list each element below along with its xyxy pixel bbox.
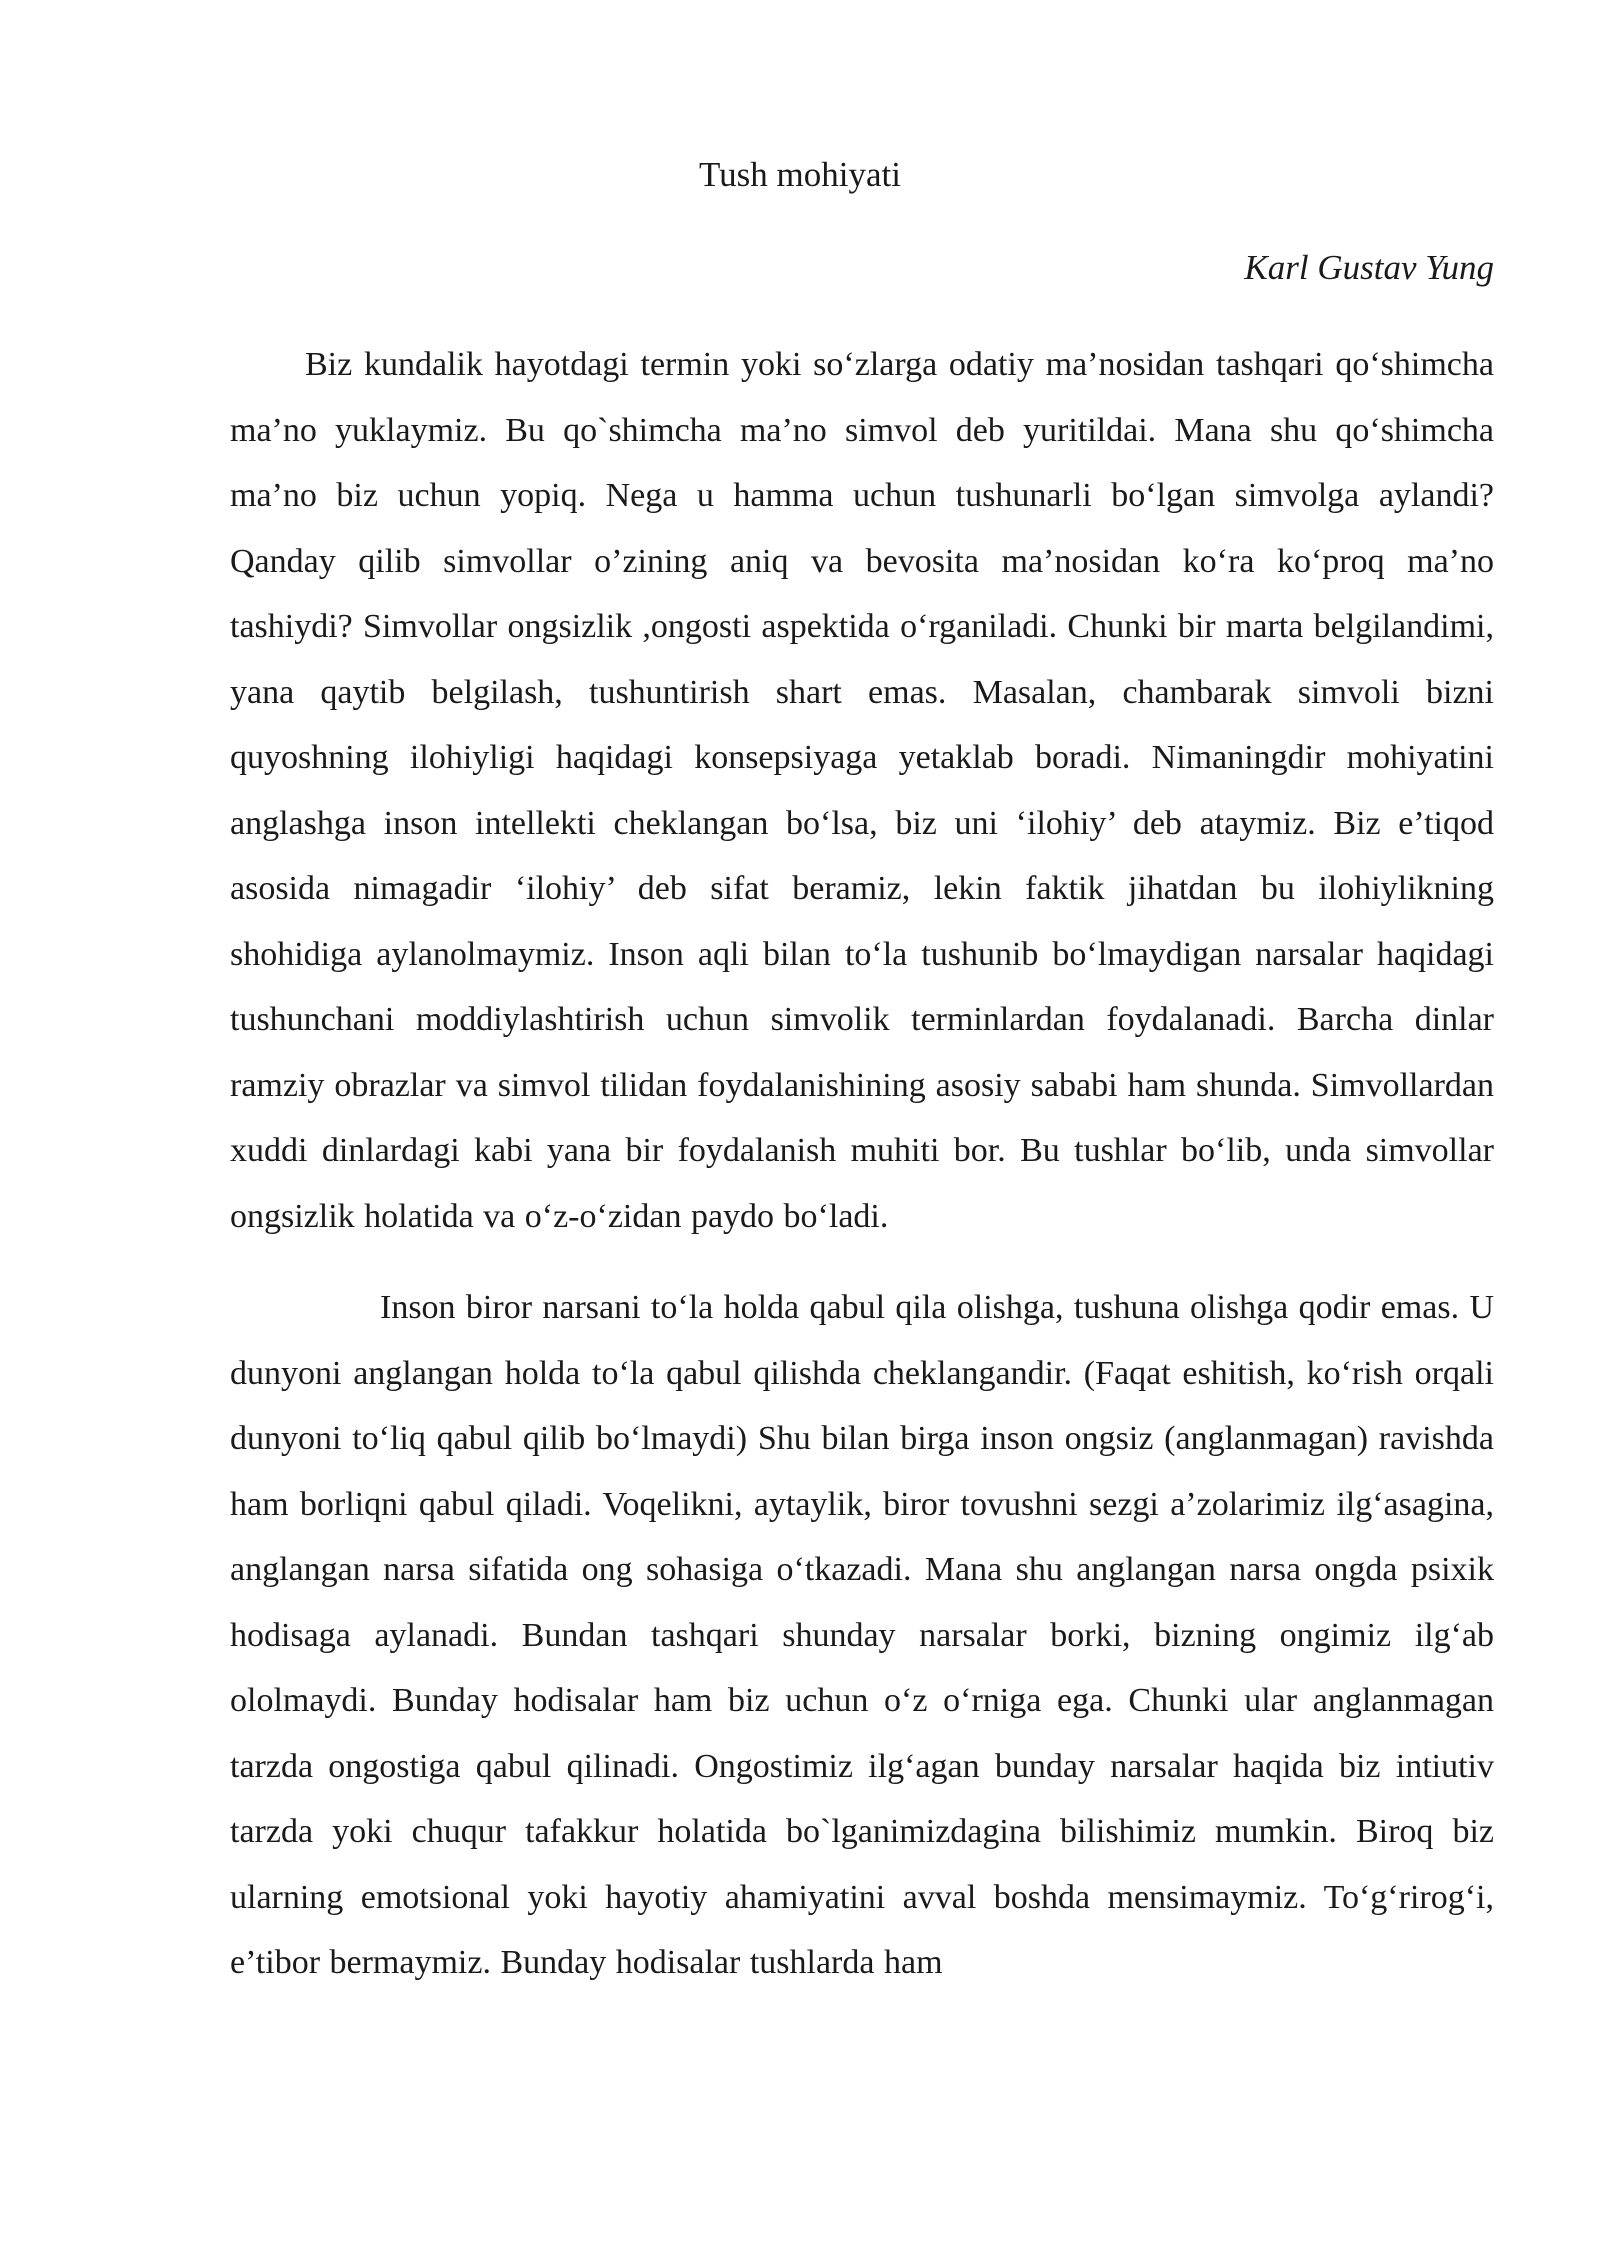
- document-body: [230, 332, 1494, 1996]
- document-author: Karl Gustav Yung: [1244, 248, 1494, 287]
- document-title: Tush mohiyati: [699, 155, 901, 194]
- paragraph-2: Inson biror narsani to‘la holda qabul qila olishga, tushuna olishga qodir emas. U dunyoni anglangan holda to‘la qabul qilishda cheklangandir. (Faqat eshitish, ko‘rish orqali dunyoni to‘liq qabul qilib bo‘lmaydi) Shu bilan birga inson ongsiz (anglanmagan) ravishda ham borliqni qabul qiladi. Voqelikni, aytaylik, biror tovushni sezgi a’zolarimiz ilg‘asagina, anglangan narsa sifatida ong sohasiga o‘tkazadi. Mana shu anglangan narsa ongda psixik hodisaga aylanadi. Bundan tashqari shunday narsalar borki, bizning ongimiz ilg‘ab ololmaydi. Bunday hodisalar ham biz uchun o‘z o‘rniga ega. Chunki ular anglanmagan tarzda ongostiga qabul qilinadi. Ongostimiz ilg‘agan bunday narsalar haqida biz intiutiv tarzda yoki chuqur tafakkur holatida bo`lganimizdagina bilishimiz mumkin. Biroq biz ularning emotsional yoki hayotiy ahamiyatini avval boshda mensimaymiz. To‘g‘rirog‘i, e’tibor bermaymiz. Bunday hodisalar tushlarda ham: [230, 1289, 1494, 1981]
- paragraph-1: Biz kundalik hayotdagi termin yoki so‘zlarga odatiy ma’nosidan tashqari qo‘shimcha ma’no yuklaymiz. Bu qo`shimcha ma’no simvol deb yuritildai. Mana shu qo‘shimcha ma’no biz uchun yopiq. Nega u hamma uchun tushunarli bo‘lgan simvolga aylandi? Qanday qilib simvollar o’zining aniq va bevosita ma’nosidan ko‘ra ko‘proq ma’no tashiydi? Simvollar ongsizlik ,ongosti aspektida o‘rganiladi. Chunki bir marta belgilandimi, yana qaytib belgilash, tushuntirish shart emas. Masalan, chambarak simvoli bizni quyoshning ilohiyligi haqidagi konsepsiyaga yetaklab boradi. Nimaningdir mohiyatini anglashga inson intellekti cheklangan bo‘lsa, biz uni ‘ilohiy’ deb ataymiz. Biz e’tiqod asosida nimagadir ‘ilohiy’ deb sifat beramiz, lekin faktik jihatdan bu ilohiylikning shohidiga aylanolmaymiz. Inson aqli bilan to‘la tushunib bo‘lmaydigan narsalar haqidagi tushunchani moddiylashtirish uchun simvolik terminlardan foydalanadi. Barcha dinlar ramziy obrazlar va simvol tilidan foydalanishining asosiy sababi ham shunda. Simvollardan xuddi dinlardagi kabi yana bir foydalanish muhiti bor. Bu tushlar bo‘lib, unda simvollar ongsizlik holatida va o‘z-o‘zidan paydo bo‘ladi.: [230, 346, 1494, 1235]
